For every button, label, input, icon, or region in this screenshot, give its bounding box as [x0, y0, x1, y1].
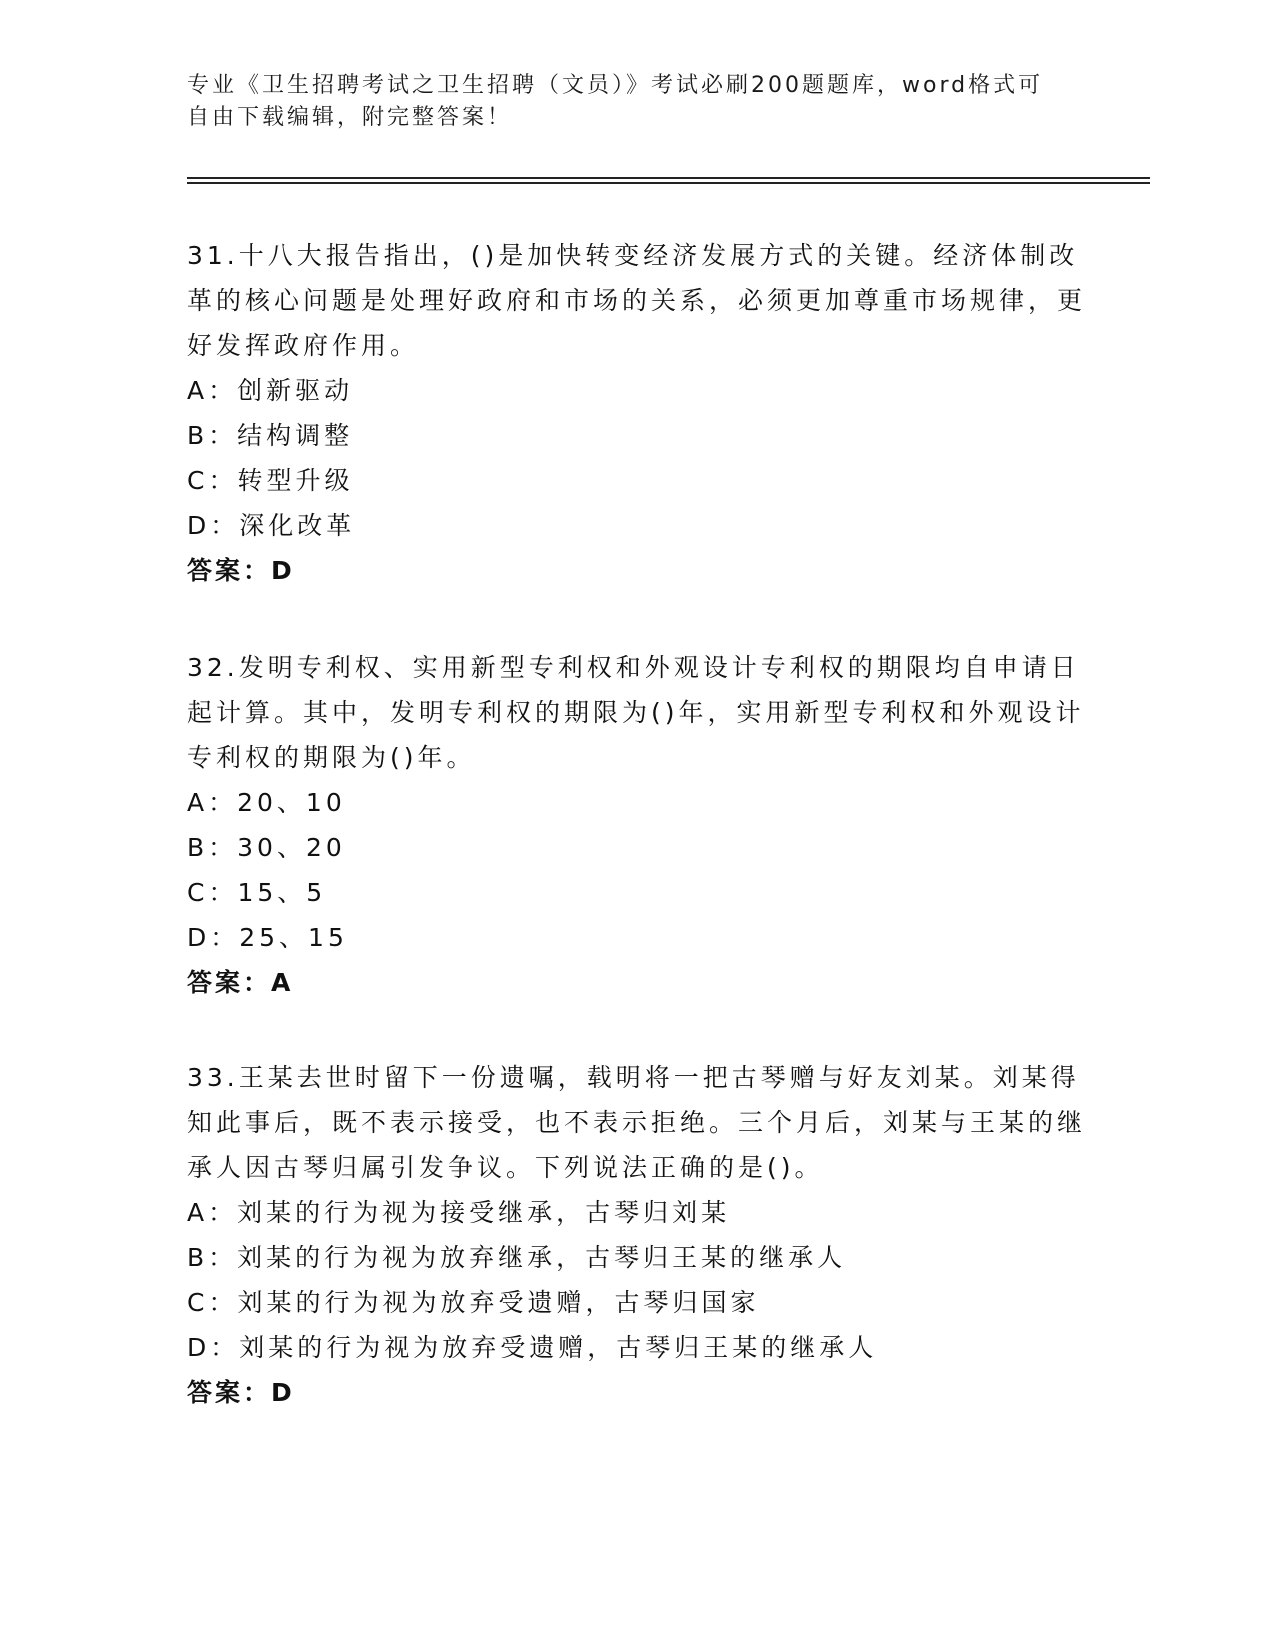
- option-a: A：创新驱动: [187, 376, 354, 405]
- option-a: A：刘某的行为视为接受继承，古琴归刘某: [187, 1198, 731, 1227]
- document-header: 专业《卫生招聘考试之卫生招聘（文员）》考试必刷200题题库，word格式可自由下载编辑，附完整答案！: [187, 73, 1044, 130]
- header-divider-top: [187, 177, 1150, 179]
- option-b: B：结构调整: [187, 421, 354, 450]
- answer: 答案：A: [187, 968, 294, 997]
- option-c: C：刘某的行为视为放弃受遗赠，古琴归国家: [187, 1288, 760, 1317]
- header-divider-bottom: [187, 182, 1150, 184]
- answer: 答案：D: [187, 1378, 295, 1407]
- option-a: A：20、10: [187, 788, 346, 817]
- question-stem: 32.发明专利权、实用新型专利权和外观设计专利权的期限均自申请日起计算。其中，发明专利权的期限为()年，实用新型专利权和外观设计专利权的期限为()年。: [187, 653, 1085, 772]
- question-stem: 33.王某去世时留下一份遗嘱，载明将一把古琴赠与好友刘某。刘某得知此事后，既不表示接受，也不表示拒绝。三个月后，刘某与王某的继承人因古琴归属引发争议。下列说法正确的是()。: [187, 1063, 1087, 1182]
- option-b: B：刘某的行为视为放弃继承，古琴归王某的继承人: [187, 1243, 847, 1272]
- answer: 答案：D: [187, 556, 295, 585]
- option-c: C：15、5: [187, 878, 327, 907]
- option-d: D：深化改革: [187, 511, 356, 540]
- question-stem: 31.十八大报告指出，()是加快转变经济发展方式的关键。经济体制改革的核心问题是处理好政府和市场的关系，必须更加尊重市场规律，更好发挥政府作用。: [187, 241, 1087, 360]
- option-b: B：30、20: [187, 833, 346, 862]
- option-c: C：转型升级: [187, 466, 354, 495]
- question-32: [187, 645, 1087, 1005]
- option-d: D：25、15: [187, 923, 348, 952]
- option-d: D：刘某的行为视为放弃受遗赠，古琴归王某的继承人: [187, 1333, 878, 1362]
- question-33: [187, 1055, 1087, 1415]
- question-31: [187, 233, 1087, 593]
